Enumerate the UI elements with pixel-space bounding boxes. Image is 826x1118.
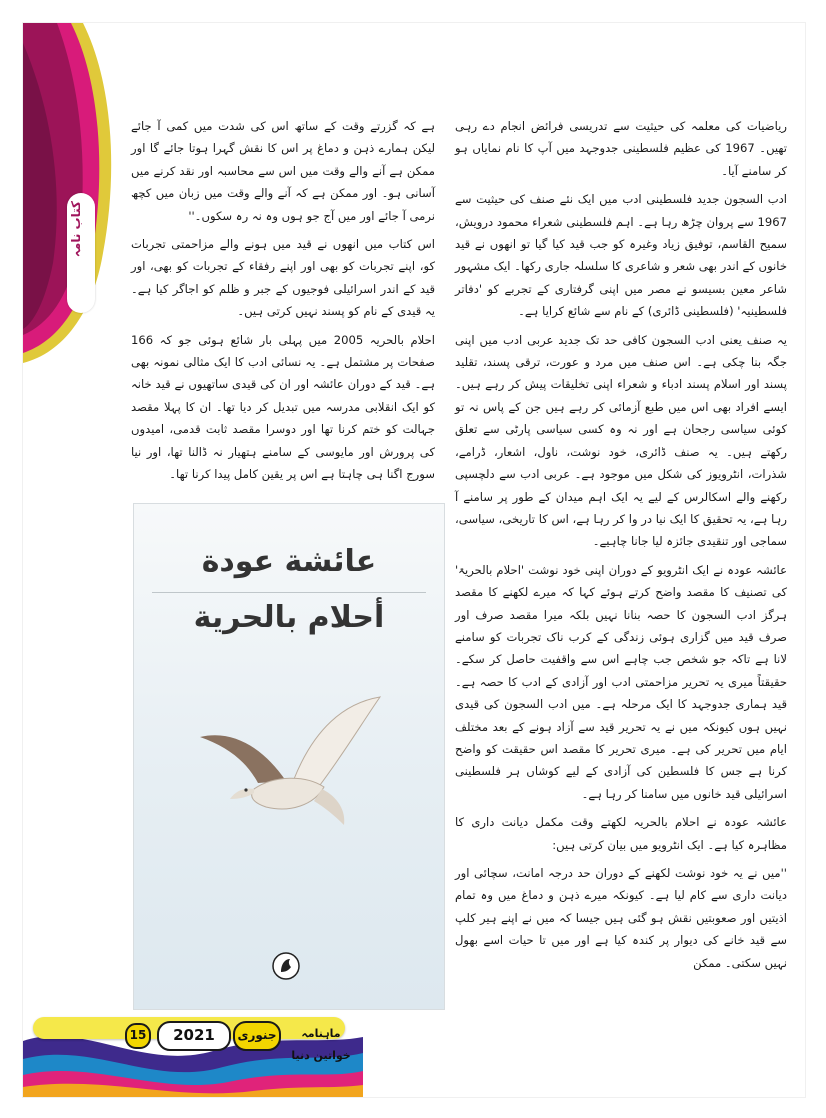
magazine-name: ماہنامہ خواتین دنیا: [291, 1027, 351, 1062]
issue-year: 2021: [157, 1021, 231, 1051]
magazine-page: [22, 22, 806, 1098]
paragraph: احلام بالحریہ 2005 میں پہلی بار شائع ہوئی جو کہ 166 صفحات پر مشتمل ہے۔ یہ نسائی ادب کا ایک مثالی نمونہ بھی ہے۔ قید کے دوران عائشہ اور ان کی قیدی ساتھیوں نے قید خانہ کو ایک انقلابی مدرسہ میں تبدیل کر دیا تھا۔ ان کا پہلا مقصد جہالت کو ختم کرنا تھا اور دوسرا مقصد ثابت قدمی، امیدوں کی پرورش اور مایوسی کے سامنے ہتھیار نہ ڈالنا تھا، اور نیا سورج اگنا ہی چاہتا ہے اس پر یقین کامل پیدا کرنا تھا۔: [131, 332, 435, 482]
paragraph: ''میں نے یہ خود نوشت لکھنے کے دوران حد درجہ امانت، سچائی اور دیانت داری سے کام لیا ہے۔ کیونکہ میرے ذہن و دماغ میں وہ تمام اذیتیں اور صعوبتیں نقش ہو گئی ہیں جیسا کہ میں نے اپنے ہیر کلپ سے قید خانے کی دیوار پر کندہ کیا ہے اور میں تا حیات اسے بھول نہیں سکتی۔ ممکن: [455, 866, 787, 970]
decorative-ribbon: [23, 23, 123, 363]
paragraph: عائشہ عودہ نے احلام بالحریہ لکھتے وقت مکمل دیانت داری کا مظاہرہ کیا ہے۔ ایک انٹرویو میں بیان کرتی ہیں:: [455, 815, 787, 852]
page-number: 15: [125, 1023, 151, 1049]
book-author: عائشة عودة: [201, 544, 377, 579]
issue-month: جنوری: [233, 1021, 281, 1051]
paragraph: ریاضیات کی معلمہ کی حیثیت سے تدریسی فرائض انجام دے رہی تھیں۔ 1967 کی عظیم فلسطینی جدوجہد میں آپ کا نام نمایاں ہو کر سامنے آیا۔: [455, 119, 787, 178]
divider: [152, 592, 426, 593]
book-title: أحلام بالحرية: [193, 600, 385, 635]
book-cover-image: [133, 503, 445, 1010]
section-label: کتاب نامہ: [69, 201, 83, 258]
paragraph: اس کتاب میں انھوں نے قید میں ہونے والے مزاحمتی تجربات کو، اپنے تجربات کو بھی اور اپنے رفقاء کے تجربات کو بھی، اور قید کے اندر اسرائیلی فوجیوں کے جبر و ظلم کو اجاگر کیا ہے۔ یہ قیدی کے نام کو پسند نہیں کرتی ہیں۔: [131, 237, 435, 319]
article-column-right: [455, 115, 787, 980]
paragraph: ہے کہ گزرتے وقت کے ساتھ اس کی شدت میں کمی آ جائے لیکن ہمارے ذہن و دماغ پر اس کا نقش گہرا ہوتا جائے گا اور ممکن ہے آنے والے وقت میں اس سے محاسبہ اور نقد کرنے میں آسانی ہو۔ اور ممکن ہے کہ آنے والے وقت میں زبان میں کچھ نرمی آ جائے اور میں آج جو ہوں وہ نہ رہ سکوں۔'': [131, 119, 435, 223]
dove-icon: [194, 689, 384, 839]
publisher-logo-icon: [272, 952, 300, 980]
paragraph: ادب السجون جدید فلسطینی ادب میں ایک نئے صنف کی حیثیت سے 1967 سے پروان چڑھ رہا ہے۔ اہم فلسطینی شعراء محمود درویش، سمیح القاسم، توفیق زیاد وغیرہ کو جب قید کیا گیا تو انھوں نے قید خانوں کے اندر بھی شعر و شاعری کا سلسلہ جاری رکھا۔ ایک مشہور شاعر معین بسیسو نے مصر میں اپنی گرفتاری کے تجربے کو 'دفاتر فلسطینیہ' (فلسطینی ڈائری) کے نام سے شائع کرایا ہے۔: [455, 192, 787, 319]
article-column-left: [131, 115, 435, 492]
paragraph: عائشہ عودہ نے ایک انٹرویو کے دوران اپنی خود نوشت 'احلام بالحریۃ' کی تصنیف کا مقصد واضح کرتے ہوئے کہا کہ میرے لکھنے کا مقصد ہرگز ادب السجون کا حصہ بنانا نہیں بلکہ میرا مقصد صرف اور صرف قید میں گزاری ہوئی زندگی کے کرب ناک تجربات کو سامنے لانا ہے تاکہ جو شخص جب چاہے اس سے واقفیت حاصل کر سکے۔ حقیقتاً میری یہ تحریر مزاحمتی ادب اور آزادی کے ادب کا حصہ ہے۔ قید ہماری جدوجہد کا ایک مرحلہ ہے۔ میں ادب السجون کی قیدی نہیں ہوں کیونکہ میں نے یہ تحریر قید سے آزاد ہونے کے بعد مختلف ایام میں تحریر کی ہے۔ میری تحریر کا مقصد اس حقیقت کو واضح کرنا ہے جس کا فلسطین کی آزادی کے لیے کوشاں ہر فلسطینی اسرائیلی قید خانوں میں سامنا کر رہا ہے۔: [455, 562, 787, 801]
paragraph: یہ صنف یعنی ادب السجون کافی حد تک جدید عربی ادب میں اپنی جگہ بنا چکی ہے۔ اس صنف میں مرد و عورت، ترقی پسند، تقلید پسند اور اسلام پسند ادباء و شعراء اپنی تخلیقات پیش کر رہے ہیں۔ ایسے افراد بھی اس میں طبع آزمائی کر رہے ہیں جن کے پاس نہ تو کوئی سیاسی رجحان ہے اور نہ وہ کسی سیاسی پارٹی سے تعلق رکھتے ہیں۔ یہ صنف ڈائری، خود نوشت، ناول، اشعار، ڈرامے، شذرات، انٹرویوز کی شکل میں موجود ہے۔ عربی ادب سے دلچسپی رکھنے والے اسکالرس کے لیے یہ ایک اہم میدان کے طور پر سامنے آ رہا ہے، یہ تحقیق کا ایک نیا در وا کر رہا ہے، اس کا تاریخی، سیاسی، سماجی اور تنقیدی جائزہ لیا جانا چاہیے۔: [455, 332, 787, 549]
